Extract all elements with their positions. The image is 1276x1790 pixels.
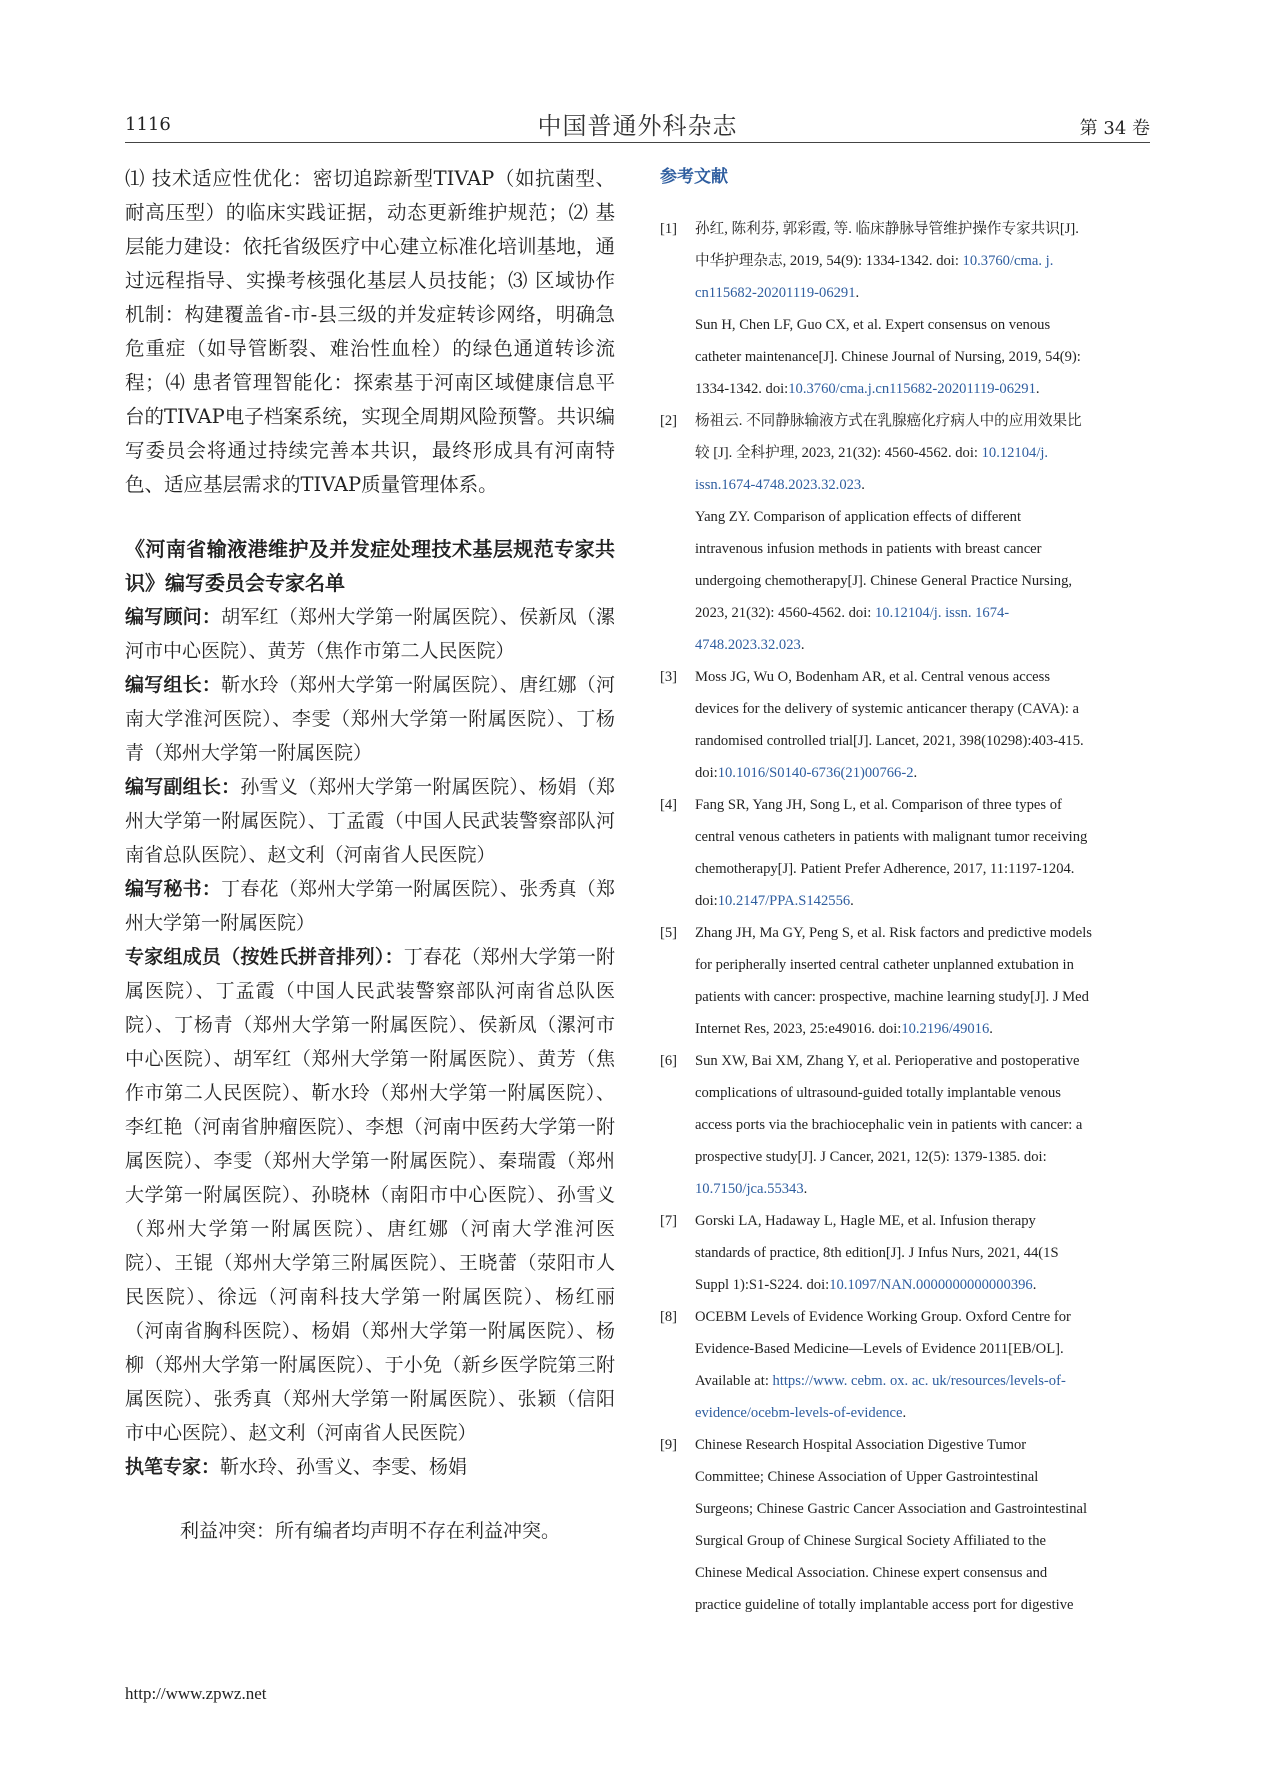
reference-number: [8] xyxy=(660,1309,678,1325)
reference-text: Evidence-Based Medicine—Levels of Evidence 2011[EB/OL]. xyxy=(695,1341,1064,1357)
reference-number: [4] xyxy=(660,797,678,813)
doi-link[interactable]: cn115682-20201119-06291 xyxy=(695,285,856,301)
reference-text: . xyxy=(1032,1277,1037,1293)
doi-link[interactable]: 10.12104/j. issn. 1674- xyxy=(874,605,1010,621)
conflict-statement: 利益冲突：所有编者均声明不存在利益冲突。 xyxy=(179,1520,560,1542)
reference-line xyxy=(695,821,1150,853)
reference-line xyxy=(695,661,1150,693)
committee-members: 丁春花（郑州大学第一附属医院）、张秀真（郑州大学第一附属医院） xyxy=(125,878,615,934)
reference-item xyxy=(660,405,1150,661)
reference-line xyxy=(695,629,1150,661)
reference-line xyxy=(695,1429,1150,1461)
reference-line xyxy=(695,1173,1150,1205)
committee-members: 孙雪义（郑州大学第一附属医院）、杨娟（郑州大学第一附属医院）、丁孟霞（中国人民武装警察部队河南省总队医院）、赵文利（河南省人民医院） xyxy=(125,776,615,866)
reference-text: Surgical Group of Chinese Surgical Society Affiliated to the xyxy=(695,1533,1047,1549)
body-paragraph: ⑴ 技术适应性优化：密切追踪新型TIVAP（如抗菌型、耐高压型）的临床实践证据，动态更新维护规范；⑵ 基层能力建设：依托省级医疗中心建立标准化培训基地，通过远程指导、实操考核强化基层人员技能；⑶ 区域协作机制：构建覆盖省-市-县三级的并发症转诊网络，明确急危重症（如导管断裂、难治性血栓）的绿色通道转诊流程；⑷ 患者管理智能化：探索基于河南区域健康信息平台的TIVAP电子档案系统，实现全周期风险预警。共识编写委员会将通过持续完善本共识，最终形成具有河南特色、适应基层需求的TIVAP质量管理体系。 xyxy=(125,167,615,496)
reference-text: doi: xyxy=(695,893,718,909)
reference-line xyxy=(695,885,1150,917)
reference-line xyxy=(695,245,1150,277)
reference-text: . xyxy=(800,637,805,653)
reference-line xyxy=(695,1013,1150,1045)
reference-text: Chinese Research Hospital Association Digestive Tumor xyxy=(695,1437,1027,1453)
reference-text: 中华护理杂志, 2019, 54(9): 1334-1342. doi: xyxy=(695,253,963,269)
reference-line xyxy=(695,853,1150,885)
reference-text: . xyxy=(902,1405,907,1421)
reference-text: . xyxy=(855,285,860,301)
committee-members: 丁春花（郑州大学第一附属医院）、丁孟霞（中国人民武装警察部队河南省总队医院）、丁杨青（郑州大学第一附属医院）、侯新凤（漯河市中心医院）、胡军红（郑州大学第一附属医院）、黄芳（焦作市第二人民医院）、靳水玲（郑州大学第一附属医院）、李红艳（河南省肿瘤医院）、李想（河南中医药大学第一附属医院）、李雯（郑州大学第一附属医院）、秦瑞霞（郑州大学第一附属医院）、孙晓林（南阳市中心医院）、孙雪义（郑州大学第一附属医院）、唐红娜（河南大学淮河医院）、王锟（郑州大学第三附属医院）、王晓蕾（荥阳市人民医院）、徐远（河南科技大学第一附属医院）、杨红丽（河南省胸科医院）、杨娟（郑州大学第一附属医院）、杨柳（郑州大学第一附属医院）、于小免（新乡医学院第三附属医院）、张秀真（郑州大学第一附属医院）、张颖（信阳市中心医院）、赵文利（河南省人民医院） xyxy=(125,946,615,1444)
page-number: 1116 xyxy=(125,114,171,135)
reference-line xyxy=(695,533,1150,565)
doi-link[interactable]: 10.2147/PPA.S142556 xyxy=(717,893,851,909)
reference-text: Sun H, Chen LF, Guo CX, et al. Expert consensus on venous xyxy=(695,317,1051,333)
reference-text: Surgeons; Chinese Gastric Cancer Association and Gastrointestinal xyxy=(695,1501,1088,1517)
reference-line xyxy=(695,981,1150,1013)
reference-line xyxy=(695,277,1150,309)
reference-line xyxy=(695,1269,1150,1301)
reference-item xyxy=(660,789,1150,917)
reference-line xyxy=(695,789,1150,821)
reference-line xyxy=(695,1077,1150,1109)
committee-role-label: 执笔专家： xyxy=(125,1456,221,1478)
reference-line xyxy=(695,437,1150,469)
reference-text: Fang SR, Yang JH, Song L, et al. Comparison of three types of xyxy=(695,797,1062,813)
reference-line xyxy=(695,1493,1150,1525)
doi-link[interactable]: 10.3760/cma. j. xyxy=(962,253,1054,269)
reference-text: Chinese Medical Association. Chinese expert consensus and xyxy=(695,1565,1048,1581)
doi-link[interactable]: 10.1097/NAN.0000000000000396 xyxy=(829,1277,1033,1293)
reference-text: . xyxy=(989,1021,993,1037)
reference-item xyxy=(660,1429,1150,1621)
reference-line xyxy=(695,1141,1150,1173)
reference-line xyxy=(695,405,1150,437)
left-column xyxy=(125,162,615,1548)
reference-text: Moss JG, Wu O, Bodenham AR, et al. Central venous access xyxy=(695,669,1051,685)
committee-group xyxy=(125,1450,615,1484)
reference-line xyxy=(695,1589,1150,1621)
doi-link[interactable]: https://www. cebm. ox. ac. uk/resources/levels-of- xyxy=(772,1373,1066,1389)
reference-text: . xyxy=(861,477,865,493)
doi-link[interactable]: issn.1674-4748.2023.32.023 xyxy=(695,477,862,493)
volume-label: 第 34 卷 xyxy=(1079,118,1150,139)
reference-number: [1] xyxy=(660,221,678,237)
reference-text: 孙红, 陈利芬, 郭彩霞, 等. 临床静脉导管维护操作专家共识[J]. xyxy=(695,221,1079,237)
doi-link[interactable]: 10.12104/j. xyxy=(981,445,1049,461)
reference-line xyxy=(695,1365,1150,1397)
reference-item xyxy=(660,1045,1150,1205)
reference-item xyxy=(660,213,1150,405)
reference-text: standards of practice, 8th edition[J]. J Infus Nurs, 2021, 44(1S xyxy=(695,1245,1059,1261)
right-column xyxy=(660,162,1150,1621)
committee-group xyxy=(125,668,615,770)
reference-text: chemotherapy[J]. Patient Prefer Adherence, 2017, 11:1197-1204. xyxy=(695,861,1075,877)
reference-line xyxy=(695,341,1150,373)
references-heading: 参考文献 xyxy=(660,167,728,187)
reference-line xyxy=(695,1333,1150,1365)
reference-line xyxy=(695,1045,1150,1077)
reference-line xyxy=(695,1109,1150,1141)
reference-number: [3] xyxy=(660,669,678,685)
reference-text: . xyxy=(1035,381,1040,397)
reference-text: . xyxy=(850,893,854,909)
reference-line xyxy=(695,1461,1150,1493)
reference-text: Zhang JH, Ma GY, Peng S, et al. Risk factors and predictive models xyxy=(695,925,1092,941)
reference-line xyxy=(695,1205,1150,1237)
committee-members: 胡军红（郑州大学第一附属医院）、侯新凤（漯河市中心医院）、黄芳（焦作市第二人民医院） xyxy=(125,606,615,662)
page-header xyxy=(125,106,1150,143)
reference-number: [7] xyxy=(660,1213,678,1229)
reference-line xyxy=(695,1301,1150,1333)
doi-link[interactable]: 10.2196/49016 xyxy=(901,1021,990,1037)
committee-group xyxy=(125,600,615,668)
reference-text: Committee; Chinese Association of Upper Gastrointestinal xyxy=(695,1469,1039,1485)
doi-link[interactable]: 10.7150/jca.55343 xyxy=(695,1181,804,1197)
doi-link[interactable]: evidence/ocebm-levels-of-evidence xyxy=(695,1405,903,1421)
reference-text: Available at: xyxy=(695,1373,773,1389)
reference-text: Internet Res, 2023, 25:e49016. doi: xyxy=(695,1021,902,1037)
committee-members: 靳水玲、孙雪义、李雯、杨娟 xyxy=(220,1456,468,1478)
reference-line xyxy=(695,725,1150,757)
committee-role-label: 专家组成员（按姓氏拼音排列）： xyxy=(125,946,404,968)
committee-role-label: 编写副组长： xyxy=(125,776,241,798)
reference-text: 1334-1342. doi: xyxy=(695,381,789,397)
reference-number: [2] xyxy=(660,413,678,429)
reference-text: randomised controlled trial[J]. Lancet, 2021, 398(10298):403-415. xyxy=(695,733,1084,749)
committee-title: 《河南省输液港维护及并发症处理技术基层规范专家共识》编写委员会专家名单 xyxy=(125,537,615,595)
committee-role-label: 编写顾问： xyxy=(125,606,222,628)
reference-text: 杨祖云. 不同静脉输液方式在乳腺癌化疗病人中的应用效果比 xyxy=(695,413,1082,429)
committee-role-label: 编写秘书： xyxy=(125,878,222,900)
reference-line xyxy=(695,309,1150,341)
reference-line xyxy=(695,565,1150,597)
footer-url[interactable]: http://www.zpwz.net xyxy=(125,1684,267,1703)
reference-line xyxy=(695,597,1150,629)
reference-text: devices for the delivery of systemic anticancer therapy (CAVA): a xyxy=(695,701,1080,717)
reference-line xyxy=(695,757,1150,789)
reference-item xyxy=(660,1301,1150,1429)
reference-line xyxy=(695,949,1150,981)
reference-text: Suppl 1):S1-S224. doi: xyxy=(695,1277,830,1293)
committee-group xyxy=(125,872,615,940)
reference-text: complications of ultrasound-guided totally implantable venous xyxy=(695,1085,1061,1101)
reference-text: . xyxy=(913,765,918,781)
reference-line xyxy=(695,469,1150,501)
reference-line xyxy=(695,1397,1150,1429)
reference-text: catheter maintenance[J]. Chinese Journal of Nursing, 2019, 54(9): xyxy=(695,349,1081,365)
reference-number: [5] xyxy=(660,925,678,941)
reference-text: undergoing chemotherapy[J]. Chinese General Practice Nursing, xyxy=(695,573,1073,589)
reference-text: doi: xyxy=(695,765,718,781)
reference-text: Gorski LA, Hadaway L, Hagle ME, et al. Infusion therapy xyxy=(695,1213,1036,1229)
reference-line xyxy=(695,1237,1150,1269)
committee-members: 靳水玲（郑州大学第一附属医院）、唐红娜（河南大学淮河医院）、李雯（郑州大学第一附属医院）、丁杨青（郑州大学第一附属医院） xyxy=(125,674,615,764)
reference-text: 较 [J]. 全科护理, 2023, 21(32): 4560-4562. doi: xyxy=(695,445,982,461)
reference-text: OCEBM Levels of Evidence Working Group. Oxford Centre for xyxy=(695,1309,1071,1325)
doi-link[interactable]: 10.1016/S0140-6736(21)00766-2 xyxy=(717,765,914,781)
doi-link[interactable]: 10.3760/cma.j.cn115682-20201119-06291 xyxy=(788,381,1036,397)
reference-text: . xyxy=(803,1181,808,1197)
committee-list xyxy=(125,600,615,1484)
reference-text: practice guideline of totally implantable access port for digestive xyxy=(695,1597,1074,1613)
reference-text: access ports via the brachiocephalic vein in patients with cancer: a xyxy=(695,1117,1083,1133)
reference-line xyxy=(695,917,1150,949)
reference-line xyxy=(695,213,1150,245)
reference-text: Yang ZY. Comparison of application effects of different xyxy=(695,509,1021,525)
reference-text: central venous catheters in patients with malignant tumor receiving xyxy=(695,829,1088,845)
reference-line xyxy=(695,1557,1150,1589)
reference-item xyxy=(660,661,1150,789)
reference-item xyxy=(660,917,1150,1045)
committee-group xyxy=(125,940,615,1450)
reference-number: [6] xyxy=(660,1053,678,1069)
reference-text: patients with cancer: prospective, machine learning study[J]. J Med xyxy=(695,989,1089,1005)
reference-line xyxy=(695,373,1150,405)
doi-link[interactable]: 4748.2023.32.023 xyxy=(695,637,801,653)
reference-line xyxy=(695,1525,1150,1557)
reference-text: prospective study[J]. J Cancer, 2021, 12(5): 1379-1385. doi: xyxy=(695,1149,1047,1165)
reference-text: Sun XW, Bai XM, Zhang Y, et al. Perioperative and postoperative xyxy=(695,1053,1080,1069)
reference-text: 2023, 21(32): 4560-4562. doi: xyxy=(695,605,875,621)
journal-title: 中国普通外科杂志 xyxy=(537,112,738,140)
reference-text: intravenous infusion methods in patients with breast cancer xyxy=(695,541,1042,557)
reference-line xyxy=(695,501,1150,533)
committee-role-label: 编写组长： xyxy=(125,674,222,696)
reference-line xyxy=(695,693,1150,725)
reference-number: [9] xyxy=(660,1437,678,1453)
reference-text: for peripherally inserted central catheter unplanned extubation in xyxy=(695,957,1074,973)
references-list xyxy=(660,213,1150,1621)
committee-group xyxy=(125,770,615,872)
reference-item xyxy=(660,1205,1150,1301)
